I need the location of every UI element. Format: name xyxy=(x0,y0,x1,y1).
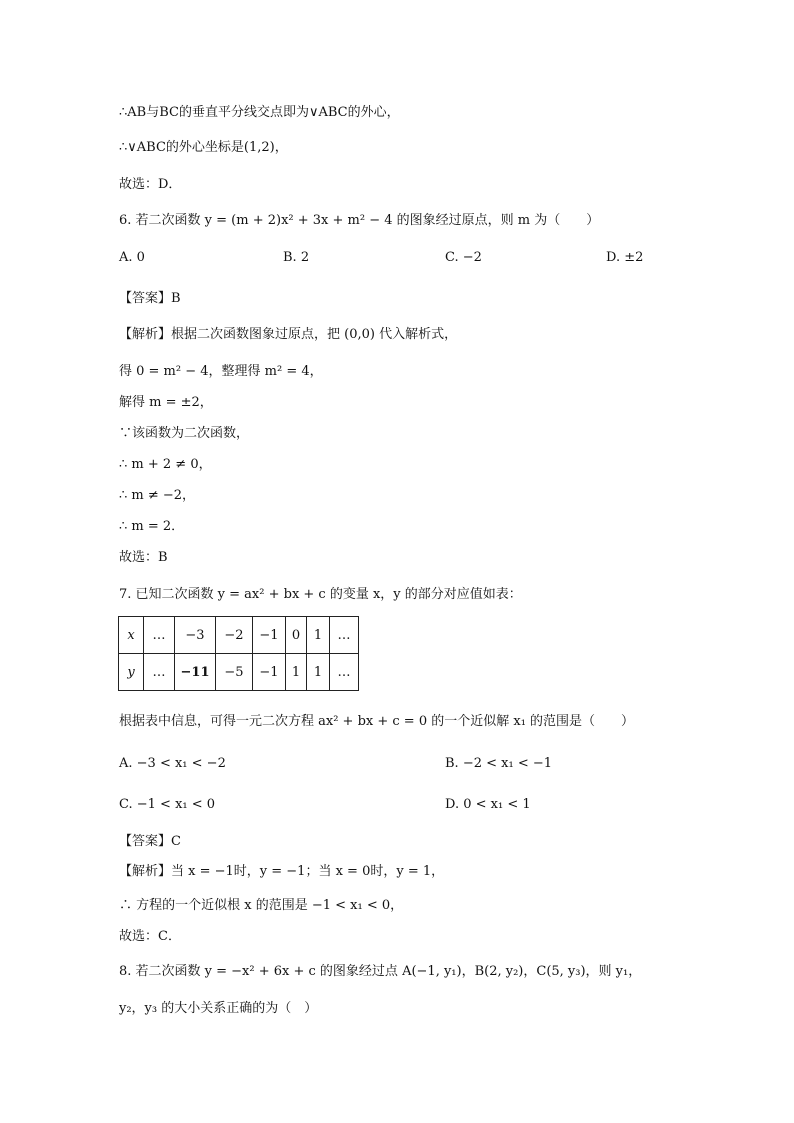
table-cell: 0 xyxy=(286,617,307,654)
analysis-6: 【解析】根据二次函数图象过原点，把 (0,0) 代入解析式， xyxy=(119,327,458,342)
table-cell: −2 xyxy=(216,617,253,654)
table-cell: 1 xyxy=(307,617,330,654)
table-row xyxy=(119,654,359,691)
q7-option-b: B. −2 < x₁ < −1 xyxy=(445,756,553,771)
table-cell: 1 xyxy=(286,654,307,691)
text-line: ∴ m + 2 ≠ 0， xyxy=(119,457,212,472)
q7-option-c: C. −1 < x₁ < 0 xyxy=(119,797,216,812)
analysis-7: 【解析】当 x = −1时，y = −1；当 x = 0时，y = 1， xyxy=(119,864,445,879)
answer-7: 【答案】C xyxy=(119,834,181,849)
q7-option-d: D. 0 < x₁ < 1 xyxy=(445,797,531,812)
table-cell: … xyxy=(330,654,359,691)
text-line: ∴AB与BC的垂直平分线交点即为∨ABC的外心， xyxy=(119,105,400,120)
table-cell: … xyxy=(144,654,175,691)
table-cell: −1 xyxy=(253,617,286,654)
table-cell: … xyxy=(144,617,175,654)
q6-option-c: C. −2 xyxy=(445,250,482,265)
table-cell: −5 xyxy=(216,654,253,691)
text-line: ∴∨ABC的外心坐标是(1,2)， xyxy=(119,140,288,155)
q7-option-a: A. −3 < x₁ < −2 xyxy=(119,756,226,771)
table-row xyxy=(119,617,359,654)
text-line: ∴ 方程的一个近似根 x 的范围是 −1 < x₁ < 0， xyxy=(119,898,404,913)
text-line: ∵该函数为二次函数， xyxy=(119,426,250,441)
question-7-prompt: 根据表中信息，可得一元二次方程 ax² + bx + c = 0 的一个近似解 x₁ 的范围是（ ） xyxy=(119,714,635,729)
table-cell: −1 xyxy=(253,654,286,691)
text-line: 故选：D． xyxy=(119,177,182,192)
table-cell: 1 xyxy=(307,654,330,691)
q6-option-d: D. ±2 xyxy=(606,250,644,265)
value-table xyxy=(118,616,359,691)
table-cell: −3 xyxy=(175,617,216,654)
text-line: 解得 m = ±2， xyxy=(119,395,213,410)
table-cell: −11 xyxy=(175,654,216,691)
table-cell: x xyxy=(119,617,144,654)
question-8: 8. 若二次函数 y = −x² + 6x + c 的图象经过点 A(−1, y₁)，B(2, y₂)，C(5, y₃)，则 y₁， xyxy=(119,964,642,979)
text-line: ∴ m = 2． xyxy=(119,519,185,534)
text-line: 得 0 = m² − 4，整理得 m² = 4， xyxy=(119,364,323,379)
question-8-cont: y₂，y₃ 的大小关系正确的为（ ） xyxy=(119,1001,318,1016)
q6-option-a: A. 0 xyxy=(119,250,145,265)
text-line: ∴ m ≠ −2， xyxy=(119,488,196,503)
question-7: 7. 已知二次函数 y = ax² + bx + c 的变量 x，y 的部分对应值如表： xyxy=(119,587,522,602)
table-cell: … xyxy=(330,617,359,654)
text-line: 故选：C． xyxy=(119,929,181,944)
text-line: 故选：B xyxy=(119,550,168,565)
question-6: 6. 若二次函数 y = (m + 2)x² + 3x + m² − 4 的图象经过原点，则 m 为（ ） xyxy=(119,213,600,228)
table-cell: y xyxy=(119,654,144,691)
q6-option-b: B. 2 xyxy=(283,250,310,265)
answer-6: 【答案】B xyxy=(119,291,181,306)
